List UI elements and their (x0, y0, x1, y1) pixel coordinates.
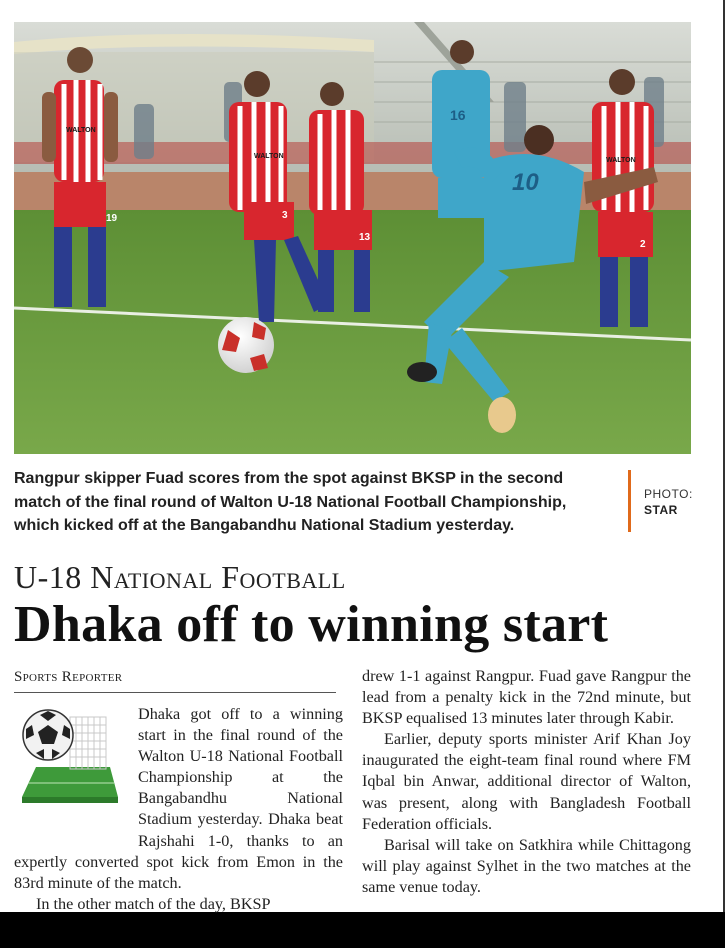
jersey-number-10: 10 (512, 169, 539, 196)
article-paragraph: Dhaka got off to a winning start in the final round of the Walton U-18 National Football Championship at the Bangabandhu National Stadium yesterday. Dhaka beat Rajshahi 1-0, thanks to an expertly converted spot kick from Emon in the 83rd minute of the match. (14, 705, 343, 892)
photo-credit-label: PHOTO: (644, 487, 693, 501)
jersey-number-13: 13 (359, 232, 371, 243)
jersey-number-19: 19 (106, 213, 118, 224)
photo-credit-source: STAR (644, 503, 678, 517)
jersey-number-16: 16 (450, 107, 466, 123)
article-headline: Dhaka off to winning start (14, 596, 609, 653)
article-column-1 (14, 704, 343, 915)
match-photo (14, 22, 691, 454)
photo-caption: Rangpur skipper Fuad scores from the spot against BKSP in the second match of the final round of Walton U-18 National Football Championship, which kicked off at the Bangabandhu National Stadium yesterday. (14, 470, 567, 534)
photo-credit (644, 486, 693, 518)
article-paragraph: drew 1-1 against Rangpur. Fuad gave Rangpur the lead from a penalty kick in the 72nd minute, but BKSP equalised 13 minutes later through Kabir. (362, 667, 691, 728)
football-match-photo (14, 22, 691, 454)
article-paragraph: Earlier, deputy sports minister Arif Khan Joy inaugurated the eight-team final round where FM Iqbal bin Anwar, additional director of Walton, was present, along with Bangladesh Football Federation officials. (362, 730, 691, 833)
article-kicker: U-18 National Football (14, 559, 346, 595)
article-column-2 (362, 666, 691, 898)
article-paragraph: Barisal will take on Satkhira while Chittagong will play against Sylhet in the two matches at the same venue today. (362, 835, 691, 896)
jersey-number-2: 2 (640, 239, 646, 250)
credit-accent-bar (628, 470, 631, 532)
illustration-space (14, 704, 138, 831)
article-byline: Sports Reporter (14, 669, 123, 685)
jersey-number-3: 3 (282, 210, 288, 221)
sponsor-text-3: WALTON (606, 157, 636, 164)
byline-divider (14, 692, 336, 693)
article-paragraph: In the other match of the day, BKSP (36, 894, 271, 913)
sponsor-text-2: WALTON (254, 153, 284, 160)
sponsor-text-1: WALTON (66, 127, 96, 134)
